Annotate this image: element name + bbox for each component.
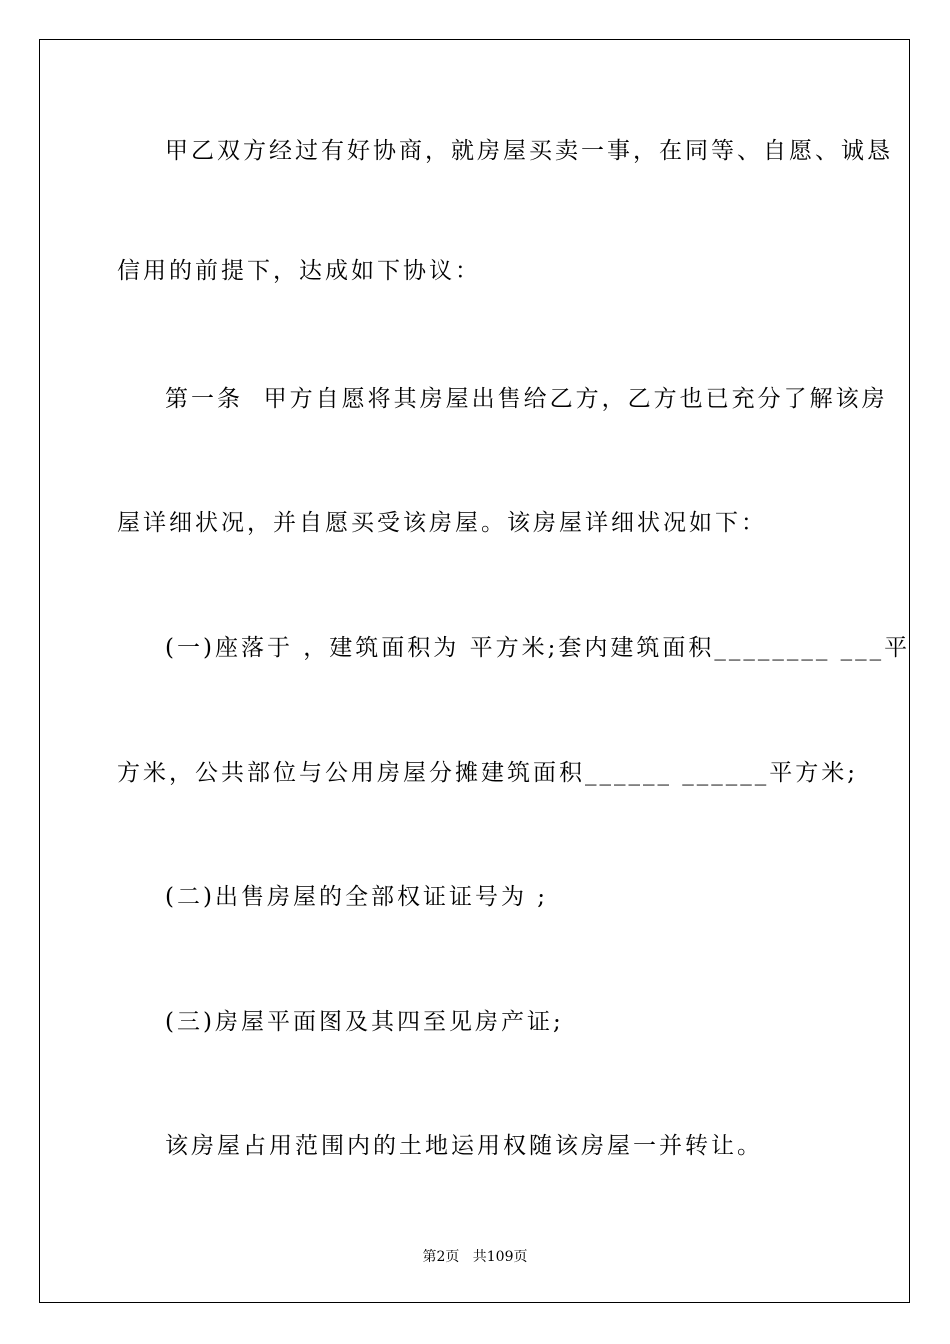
paragraph-intro-line-2: 信用的前提下，达成如下协议： — [117, 258, 481, 284]
page-border — [39, 39, 910, 1303]
item-1-line-2: 方米，公共部位与公用房屋分摊建筑面积______ ______平方米; — [117, 760, 859, 786]
land-use-right-line: 该房屋占用范围内的土地运用权随该房屋一并转让。 — [165, 1133, 763, 1159]
item-3-line: (三)房屋平面图及其四至见房产证; — [165, 1009, 564, 1035]
page-number-footer: 第2页 共109页 — [422, 1249, 528, 1265]
item-1-line-1: (一)座落于 ，建筑面积为 平方米;套内建筑面积________ ___平 — [165, 635, 911, 661]
article-1-line-2: 屋详细状况，并自愿买受该房屋。该房屋详细状况如下： — [117, 510, 767, 536]
article-1-line-1: 第一条 甲方自愿将其房屋出售给乙方，乙方也已充分了解该房 — [165, 386, 888, 412]
item-2-line: (二)出售房屋的全部权证证号为 ; — [165, 884, 549, 910]
paragraph-intro-line-1: 甲乙双方经过有好协商，就房屋买卖一事，在同等、自愿、诚恳 — [165, 138, 893, 164]
